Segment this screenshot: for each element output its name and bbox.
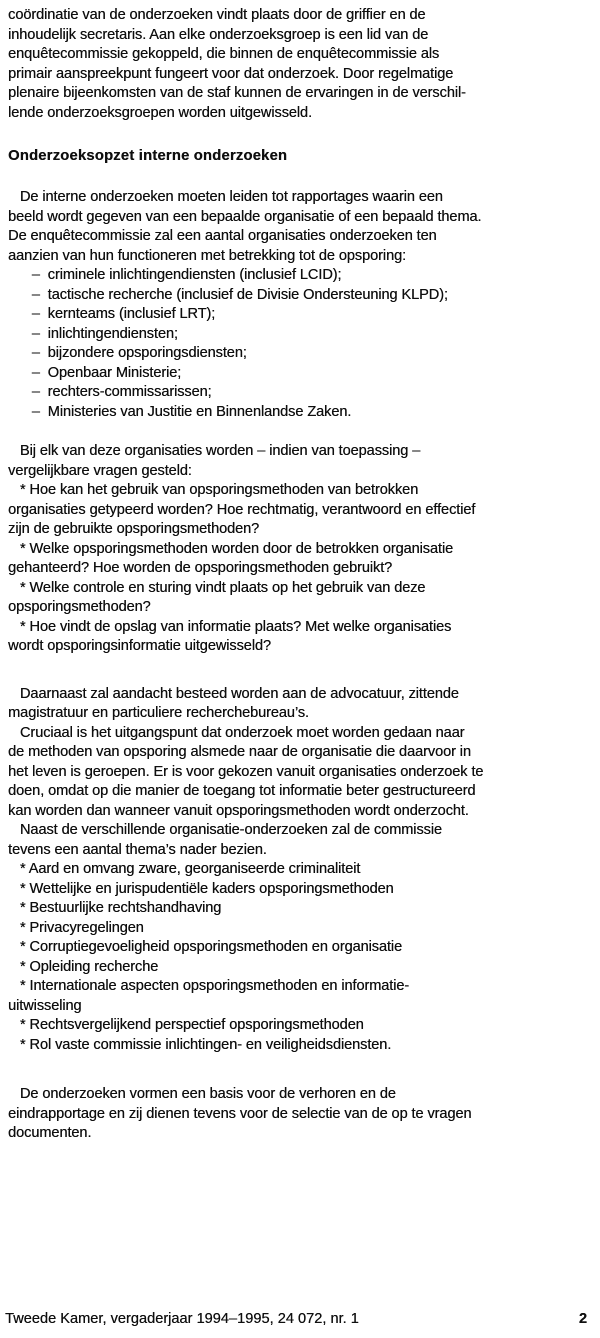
paragraph-themas bbox=[8, 685, 596, 1056]
list-item-star: * Hoe kan het gebruik van opsporingsmethoden van betrokken bbox=[8, 482, 419, 498]
section-heading: Onderzoeksopzet interne onderzoeken bbox=[8, 148, 288, 164]
text-line: inhoudelijk secretaris. Aan elke onderzoeksgroep is een lid van de bbox=[8, 26, 429, 43]
text-line: coördinatie van de onderzoeken vindt plaats door de griffier en de bbox=[8, 7, 426, 23]
text-line: Bij elk van deze organisaties worden – indien van toepassing – bbox=[8, 443, 421, 459]
text-line: het leven is geroepen. Er is voor gekozen vanuit organisaties onderzoek te bbox=[8, 763, 484, 780]
text-line: primair aanspreekpunt fungeert voor dat onderzoek. Door regelmatige bbox=[8, 65, 454, 82]
text-line: De onderzoeken vormen een basis voor de verhoren en de bbox=[8, 1086, 396, 1102]
paragraph-onderzoeksopzet bbox=[8, 188, 596, 422]
list-item-star: * Privacyregelingen bbox=[8, 919, 144, 936]
text-line: plenaire bijeenkomsten van de staf kunnen de ervaringen in de verschil- bbox=[8, 85, 466, 101]
list-item-star: * Rechtsvergelijkend perspectief opsporingsmethoden bbox=[8, 1017, 364, 1033]
text-line: vergelijkbare vragen gesteld: bbox=[8, 462, 192, 479]
list-item-dash: – tactische recherche (inclusief de Divisie Ondersteuning KLPD); bbox=[8, 286, 448, 303]
text-line: magistratuur en particuliere recherchebureau’s. bbox=[8, 705, 309, 721]
list-item-star: * Wettelijke en jurispudentiële kaders opsporingsmethoden bbox=[8, 880, 394, 897]
list-item-star: * Welke opsporingsmethoden worden door de betrokken organisatie bbox=[8, 540, 454, 557]
list-item-dash: – bijzondere opsporingsdiensten; bbox=[8, 345, 247, 361]
footer-citation: Tweede Kamer, vergaderjaar 1994–1995, 24 072, nr. 1 bbox=[5, 1311, 359, 1327]
text-line: doen, omdat op die manier de toegang tot informatie beter gestructureerd bbox=[8, 783, 476, 799]
text-line: opsporingsmethoden? bbox=[8, 599, 151, 615]
list-item-star: * Rol vaste commissie inlichtingen- en veiligheidsdiensten. bbox=[8, 1036, 392, 1053]
list-item-star: * Corruptiegevoeligheid opsporingsmethoden en organisatie bbox=[8, 939, 402, 955]
text-line: wordt opsporingsinformatie uitgewisseld? bbox=[8, 638, 271, 654]
paragraph-vragen bbox=[8, 442, 596, 657]
text-line: Daarnaast zal aandacht besteed worden aan de advocatuur, zittende bbox=[8, 685, 459, 702]
list-item-dash: – inlichtingendiensten; bbox=[8, 325, 178, 342]
text-line: uitwisseling bbox=[8, 997, 82, 1014]
page-number: 2 bbox=[578, 1311, 587, 1327]
text-line: organisaties getypeerd worden? Hoe rechtmatig, verantwoord en effectief bbox=[8, 501, 476, 518]
page-footer bbox=[5, 1310, 587, 1329]
text-line: De enquêtecommissie zal een aantal organisaties onderzoeken ten bbox=[8, 228, 437, 244]
text-line: enquêtecommissie gekoppeld, die binnen de enquêtecommissie als bbox=[8, 46, 440, 62]
text-line: gehanteerd? Hoe worden de opsporingsmethoden gebruikt? bbox=[8, 560, 393, 576]
text-line: documenten. bbox=[8, 1125, 92, 1141]
text-line: tevens een aantal thema’s nader bezien. bbox=[8, 841, 267, 858]
text-line: aanzien van hun functioneren met betrekking tot de opsporing: bbox=[8, 247, 406, 264]
paragraph-slot bbox=[8, 1085, 596, 1144]
list-item-dash: – rechters-commissarissen; bbox=[8, 384, 212, 400]
list-item-star: * Bestuurlijke rechtshandhaving bbox=[8, 900, 222, 916]
text-column bbox=[8, 6, 596, 1144]
text-line: beeld wordt gegeven van een bepaalde organisatie of een bepaald thema. bbox=[8, 208, 482, 225]
text-line: de methoden van opsporing alsmede naar de organisatie die daarvoor in bbox=[8, 744, 471, 760]
list-item-star: * Internationale aspecten opsporingsmethoden en informatie- bbox=[8, 978, 410, 994]
list-item-dash: – Ministeries van Justitie en Binnenlandse Zaken. bbox=[8, 403, 352, 420]
list-item-dash: – criminele inlichtingendiensten (inclusief LCID); bbox=[8, 267, 342, 283]
text-line: Cruciaal is het uitgangspunt dat onderzoek moet worden gedaan naar bbox=[8, 724, 465, 741]
list-item-dash: – kernteams (inclusief LRT); bbox=[8, 306, 216, 322]
text-line: Naast de verschillende organisatie-onderzoeken zal de commissie bbox=[8, 822, 442, 838]
list-item-dash: – Openbaar Ministerie; bbox=[8, 364, 182, 381]
text-line: kan worden dan wanneer vanuit opsporingsmethoden wordt onderzocht. bbox=[8, 802, 469, 819]
text-line: De interne onderzoeken moeten leiden tot rapportages waarin een bbox=[8, 189, 443, 205]
list-item-star: * Aard en omvang zware, georganiseerde criminaliteit bbox=[8, 861, 361, 877]
list-item-star: * Opleiding recherche bbox=[8, 958, 159, 975]
text-line: lende onderzoeksgroepen worden uitgewisseld. bbox=[8, 104, 312, 121]
paragraph-continuation bbox=[8, 6, 596, 123]
list-item-star: * Hoe vindt de opslag van informatie plaats? Met welke organisaties bbox=[8, 618, 452, 635]
text-line: eindrapportage en zij dienen tevens voor de selectie van de op te vragen bbox=[8, 1105, 472, 1122]
list-item-star: * Welke controle en sturing vindt plaats op het gebruik van deze bbox=[8, 579, 426, 596]
text-line: zijn de gebruikte opsporingsmethoden? bbox=[8, 521, 260, 537]
